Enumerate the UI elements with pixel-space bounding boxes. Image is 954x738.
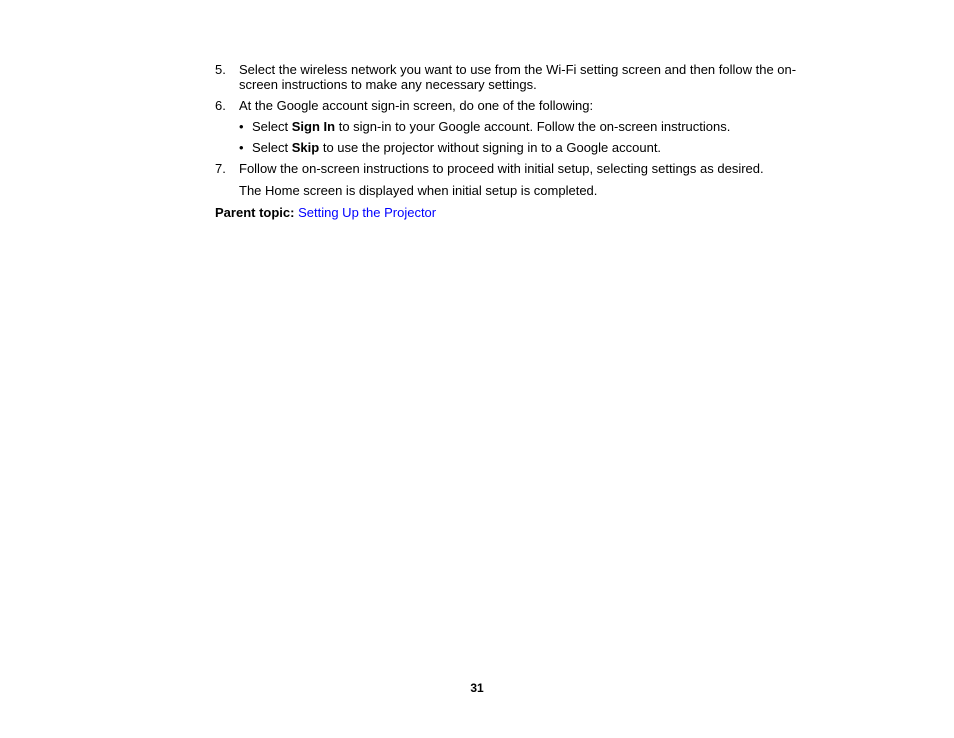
bullet-skip-suffix: to use the projector without signing in to a Google account. — [319, 140, 662, 155]
step-5-number: 5. — [215, 62, 226, 77]
page-number: 31 — [470, 681, 484, 695]
bullet-sign-in-bold: Sign In — [291, 119, 336, 134]
bullet-sign-in-suffix: to sign-in to your Google account. Follow the on-screen instructions. — [335, 119, 731, 134]
step-6 — [215, 98, 815, 113]
bullet-skip-bold: Skip — [291, 140, 320, 155]
parent-topic-label: Parent topic: — [215, 205, 295, 220]
bullet-sign-in-marker: • — [239, 119, 244, 134]
bullet-skip — [215, 140, 815, 155]
step-7-text: Follow the on-screen instructions to proceed with initial setup, selecting settings as desired. — [239, 161, 764, 176]
bullet-sign-in-prefix: Select — [252, 119, 292, 134]
parent-topic — [215, 205, 815, 220]
document-body — [215, 62, 815, 220]
step-7 — [215, 161, 815, 176]
step-7-number: 7. — [215, 161, 226, 176]
step-5 — [215, 62, 815, 92]
step-6-text: At the Google account sign-in screen, do one of the following: — [239, 98, 594, 113]
parent-topic-link[interactable]: Setting Up the Projector — [298, 205, 437, 220]
step-5-text: Select the wireless network you want to use from the Wi-Fi setting screen and then follow the on-screen instructions to make any necessary settings. — [239, 62, 797, 92]
step-6-number: 6. — [215, 98, 226, 113]
step-7-note: The Home screen is displayed when initial setup is completed. — [239, 183, 598, 198]
bullet-skip-prefix: Select — [252, 140, 292, 155]
bullet-sign-in — [215, 119, 815, 134]
bullet-skip-marker: • — [239, 140, 244, 155]
